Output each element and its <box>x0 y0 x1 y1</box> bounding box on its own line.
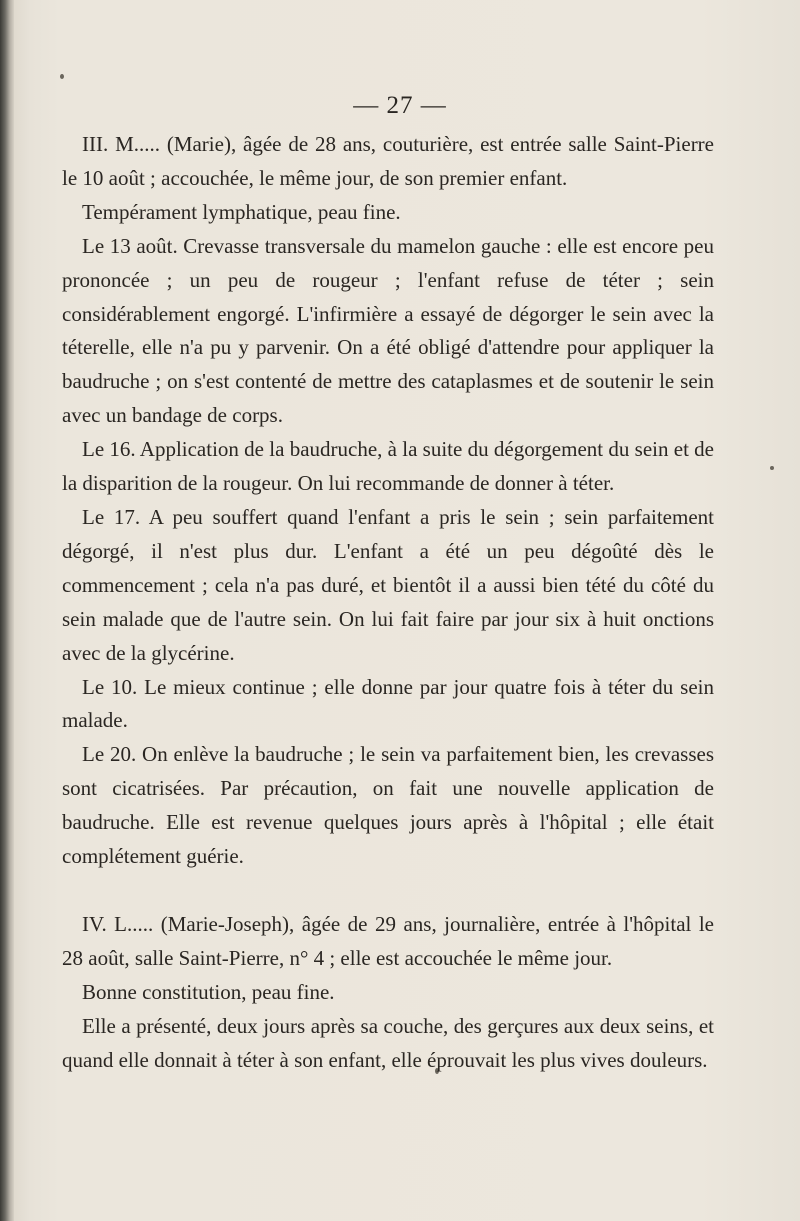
paragraph-case-iii-intro: III. M..... (Marie), âgée de 28 ans, couturière, est entrée salle Saint-Pierre le 10 août ; accouchée, le même jour, de son premier enfant. <box>62 132 714 190</box>
paragraph-20: Le 20. On enlève la baudruche ; le sein va parfaitement bien, les crevasses sont cicatrisées. Par précaution, on fait une nouvelle application de baudruche. Elle est revenue quelques jours après à l'hôpital ; elle était complétement guérie. <box>62 742 714 869</box>
paragraph-16: Le 16. Application de la baudruche, à la suite du dégorgement du sein et de la disparition de la rougeur. On lui recommande de donner à téter. <box>62 437 714 496</box>
page-binding-edge <box>0 0 14 1221</box>
paragraph-17: Le 17. A peu souffert quand l'enfant a pris le sein ; sein parfaitement dégorgé, il n'est plus dur. L'enfant a été un peu dégoûté dès le commencement ; cela n'a pas duré, et bientôt il a aussi bien tété du côté du sein malade que de l'autre sein. On lui fait faire par jour six à huit onctions avec de la glycérine. <box>62 504 714 665</box>
section-spacer <box>62 874 714 908</box>
ink-speck <box>60 74 64 79</box>
ink-speck <box>770 466 774 470</box>
paragraph-case-iv-intro: IV. L..... (Marie-Joseph), âgée de 29 ans, journalière, entrée à l'hôpital le 28 août, salle Saint-Pierre, n° 4 ; elle est accouchée le même jour. <box>62 911 714 970</box>
paragraph-temperament: Tempérament lymphatique, peau fine. <box>82 199 401 224</box>
paragraph-13-aout: Le 13 août. Crevasse transversale du mamelon gauche : elle est encore peu prononcée ; un peu de rougeur ; l'enfant refuse de téter ; sein considérablement engorgé. L'infirmière a essayé de dégorger le sein avec la téterelle, elle n'a pu y parvenir. On a été obligé d'attendre pour appliquer la baudruche ; on s'est contenté de mettre des cataplasmes et de soutenir le sein avec un bandage de corps. <box>62 233 714 428</box>
page-body-text <box>62 128 714 1077</box>
paragraph-10: Le 10. Le mieux continue ; elle donne par jour quatre fois à téter du sein malade. <box>62 674 714 733</box>
paragraph-constitution: Bonne constitution, peau fine. <box>82 979 335 1004</box>
paragraph-gercures: Elle a présenté, deux jours après sa couche, des gerçures aux deux seins, et quand elle donnait à téter à son enfant, elle éprouvait les plus vives douleurs. <box>62 1013 714 1072</box>
page-number: — 27 — <box>353 92 447 119</box>
